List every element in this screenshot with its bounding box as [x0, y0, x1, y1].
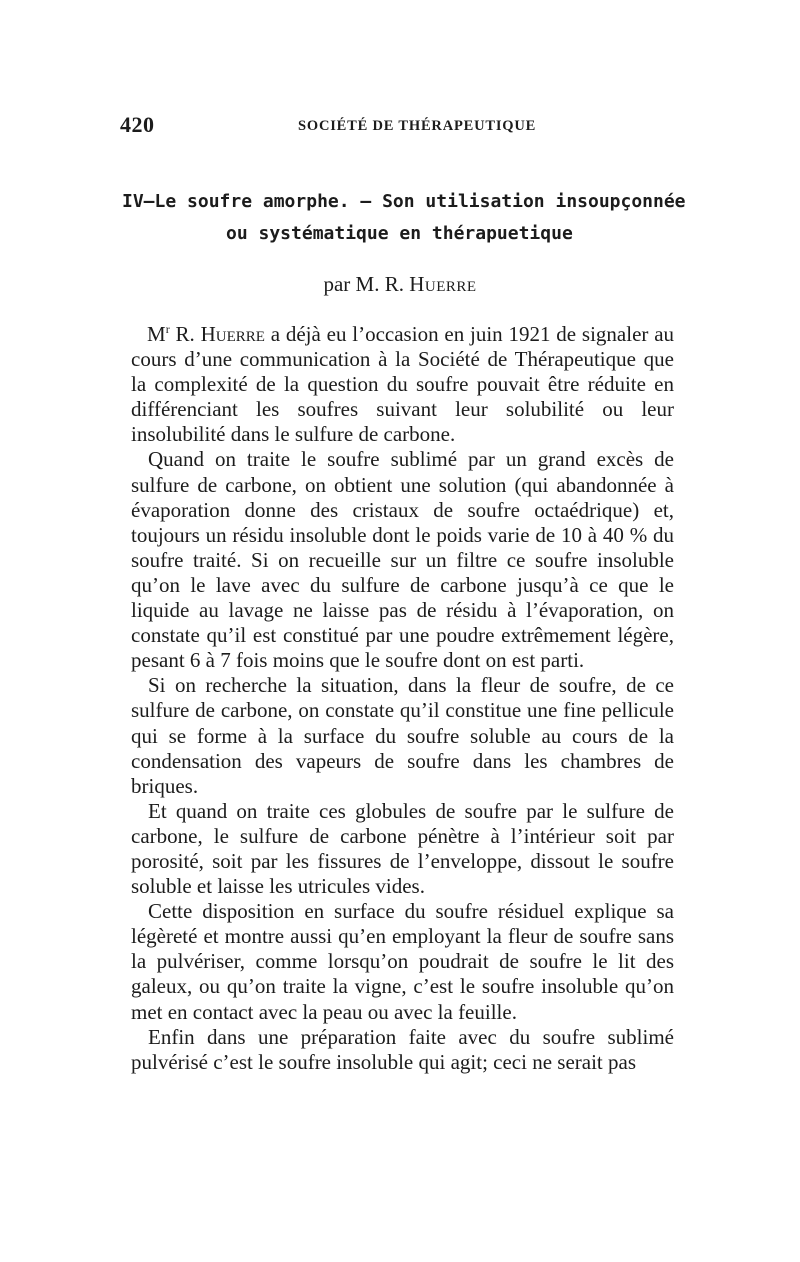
- article-title: [122, 186, 686, 250]
- article-title-line-1: IV—Le soufre amorphe. — Son utilisation insoupçonnée: [122, 191, 686, 212]
- article-body: [131, 322, 674, 1075]
- paragraph-6: Enfin dans une préparation faite avec du soufre sublimé pulvérisé c’est le soufre insoluble qui agit; ceci ne serait pas: [131, 1024, 674, 1074]
- paragraph-4: Et quand on traite ces globules de soufre par le sulfure de carbone, le sulfure de carbone pénètre à l’intérieur soit par porosité, soit par les fissures de l’enveloppe, dissout le soufre soluble et laisse les utricules vides.: [131, 798, 674, 899]
- journal-title: SOCIÉTÉ DE THÉRAPEUTIQUE: [298, 118, 537, 134]
- paragraph-1: [131, 322, 674, 447]
- byline: [0, 272, 800, 297]
- paragraph-3: Si on recherche la situation, dans la fleur de soufre, de ce sulfure de carbone, on constate qu’il constitue une fine pellicule qui se forme à la surface du soufre soluble au cours de la condensation des vapeurs de soufre dans les chambres de briques.: [131, 673, 674, 798]
- author-title-abbrev: $M^r$: [147, 322, 170, 346]
- author-title-sup: r: [165, 322, 170, 336]
- article-title-line-2: ou systématique en thérapuetique: [226, 223, 573, 244]
- paragraph-2: Quand on traite le soufre sublimé par un grand excès de sulfure de carbone, on obtient une solution (qui abandonnée à évaporation donne des cristaux de soufre octaédrique) et, toujours un résidu insoluble dont le poids varie de 10 à 40 % du soufre traité. Si on recueille sur un filtre ce soufre insoluble qu’on le lave avec du sulfure de carbone jusqu’à ce que le liquide au lavage ne laisse pas de résidu à l’évaporation, on constate qu’il est constitué par une poudre extrêmement légère, pesant 6 à 7 fois moins que le soufre dont on est parti.: [131, 447, 674, 673]
- byline-prefix: par M. R.: [323, 272, 404, 296]
- byline-author-name: Huerre: [409, 272, 477, 296]
- author-name: Huerre: [200, 322, 265, 346]
- running-header: [0, 112, 800, 142]
- author-initial: R.: [175, 322, 195, 346]
- paragraph-5: Cette disposition en surface du soufre résiduel explique sa légèreté et montre aussi qu’en employant la fleur de soufre sans la pulvériser, comme lorsqu’on poudrait de soufre le lit des galeux, ou qu’on traite la vigne, c’est le soufre insoluble qu’on met en contact avec la peau ou avec la feuille.: [131, 899, 674, 1024]
- page-number: 420: [120, 112, 155, 137]
- paragraph-1-text: a déjà eu l’occasion en juin 1921 de signaler au cours d’une communication à la Société de Thérapeutique que la complexité de la question du soufre pouvait être réduite en différenciant les soufres suivant leur solubilité ou leur insolubilité dans le sulfure de carbone.: [131, 322, 675, 447]
